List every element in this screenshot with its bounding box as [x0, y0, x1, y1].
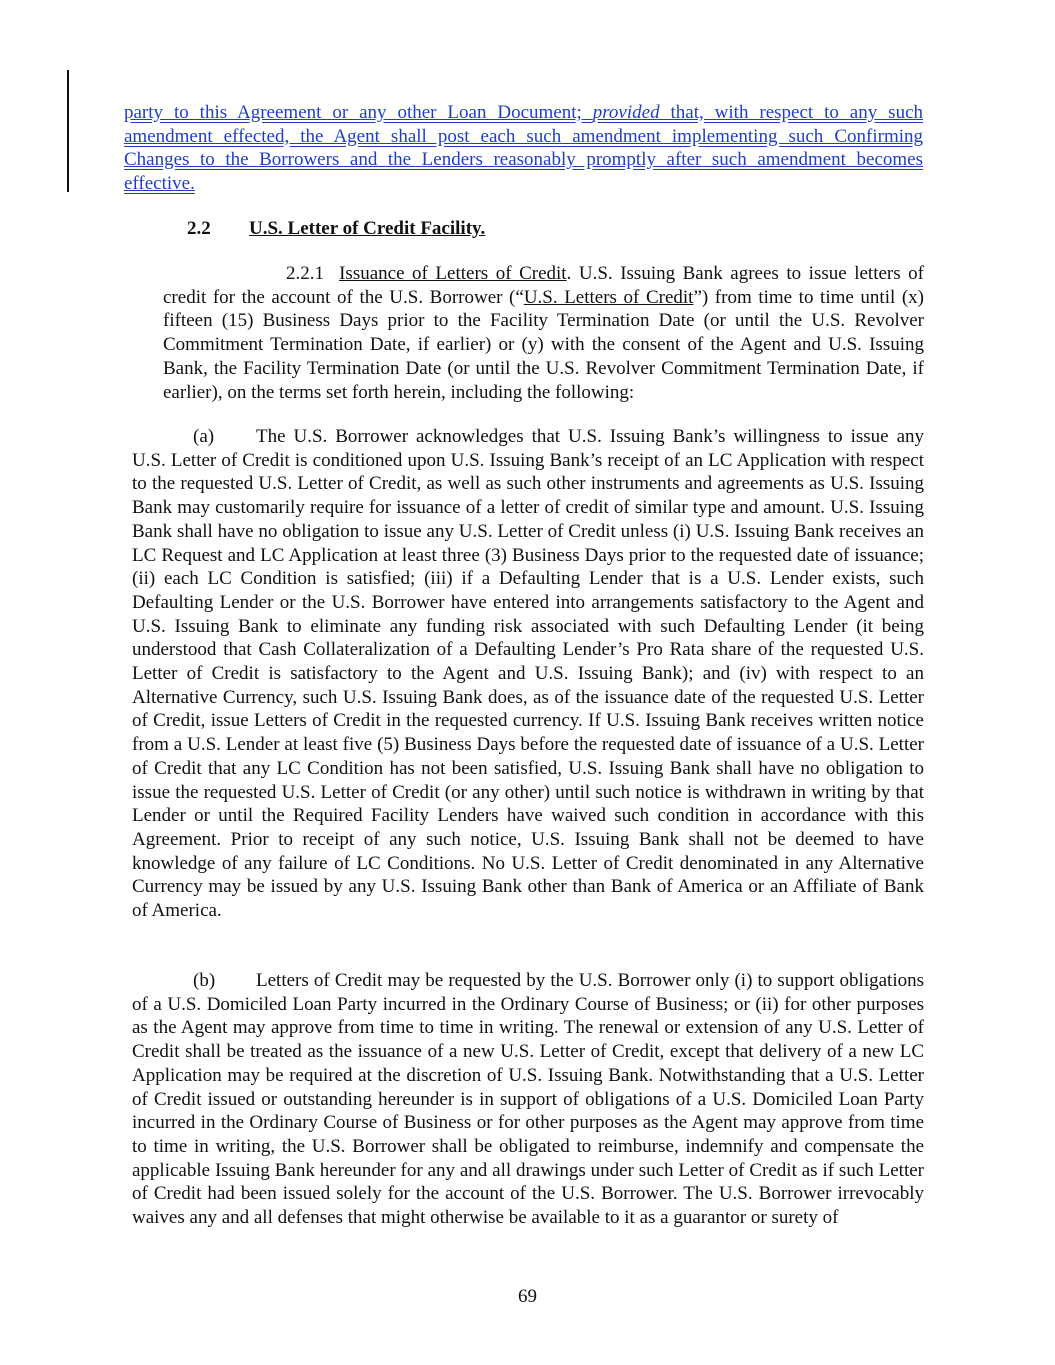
defined-term: U.S. Letters of Credit — [523, 286, 694, 308]
subsection-number: 2.2.1 — [286, 263, 324, 284]
paragraph-b-label: (b) — [193, 970, 216, 991]
paragraph-a-label: (a) — [193, 426, 215, 447]
paragraph-b — [132, 969, 924, 1230]
section-title: U.S. Letter of Credit Facility. — [249, 218, 486, 239]
page-number: 69 — [518, 1286, 537, 1307]
inserted-text-italic: provided — [592, 102, 660, 123]
inserted-text-part1: party to this Agreement or any other Loan Document; — [124, 102, 593, 123]
subsection-text-1: . U.S. Issuing Bank agrees to issue letters of credit for the account of the U.S. Borrower (“ — [163, 263, 925, 308]
section-number: 2.2 — [187, 218, 211, 239]
section-heading — [187, 217, 485, 241]
paragraph-a — [132, 425, 924, 923]
subsection-text-2: ”) from time to time until (x) fifteen (15) Business Days prior to the Facility Termination Date (or until the U.S. Revolver Commitment Termination Date, if earlier) or (y) with the consent of the Agent and U.S. Issuing Bank, the Facility Termination Date (or until the U.S. Revolver Commitment Termination Date, if earlier), on the terms set forth herein, including the following: — [163, 286, 924, 403]
inserted-revision-text — [124, 101, 923, 196]
subsection-title: Issuance of Letters of Credit — [339, 263, 567, 284]
paragraph-a-text: The U.S. Borrower acknowledges that U.S. Issuing Bank’s willingness to issue any U.S. Letter of Credit is conditioned upon U.S. Issuing Bank’s receipt of an LC Application with respect to the requested U.S. Letter of Credit, as well as such other instruments and agreements as U.S. Issuing Bank may customarily require for issuance of a letter of credit of similar type and amount. U.S. Issuing Bank shall have no obligation to issue any U.S. Letter of Credit unless (i) U.S. Issuing Bank receives an LC Request and LC Application at least three (3) Business Days prior to the requested date of issuance; (ii) each LC Condition is satisfied; (iii) if a Defaulting Lender that is a U.S. Lender exists, such Defaulting Lender or the U.S. Borrower have entered into arrangements satisfactory to the Agent and U.S. Issuing Bank to eliminate any funding risk associated with such Defaulting Lender (it being understood that Cash Collateralization of a Defaulting Lender’s Pro Rata share of the requested U.S. Letter of Credit is satisfactory to the Agent and U.S. Issuing Bank); and (iv) with respect to an Alternative Currency, such U.S. Issuing Bank does, as of the issuance date of the requested U.S. Letter of Credit, issue Letters of Credit in the requested currency. If U.S. Issuing Bank receives written notice from a U.S. Lender at least five (5) Business Days before the requested date of issuance of a U.S. Letter of Credit that any LC Condition has not been satisfied, U.S. Issuing Bank shall have no obligation to issue the requested U.S. Letter of Credit (or any other) until such notice is withdrawn in writing by that Lender or until the Required Facility Lenders have waived such condition in accordance with this Agreement. Prior to receipt of any such notice, U.S. Issuing Bank shall not be deemed to have knowledge of any failure of LC Conditions. No U.S. Letter of Credit denominated in any Alternative Currency may be issued by any U.S. Issuing Bank other than Bank of America or an Affiliate of Bank of America. — [132, 426, 924, 922]
paragraph-b-text: Letters of Credit may be requested by the U.S. Borrower only (i) to support obligations of a U.S. Domiciled Loan Party incurred in the Ordinary Course of Business; or (ii) for other purposes as the Agent may approve from time to time in writing. The renewal or extension of any U.S. Letter of Credit shall be treated as the issuance of a new U.S. Letter of Credit, except that delivery of a new LC Application may be required at the discretion of U.S. Issuing Bank. Notwithstanding that a U.S. Letter of Credit issued or outstanding hereunder is in support of obligations of a U.S. Domiciled Loan Party incurred in the Ordinary Course of Business or for other purposes as the Agent may approve from time to time in writing, the U.S. Borrower shall be obligated to reimburse, indemnify and compensate the applicable Issuing Bank hereunder for any and all drawings under such Letter of Credit as if such Letter of Credit had been issued solely for the account of the U.S. Borrower. The U.S. Borrower irrevocably waives any and all defenses that might otherwise be available to it as a guarantor or surety of — [132, 970, 924, 1229]
revision-change-bar — [67, 70, 69, 192]
subsection-2-2-1 — [163, 262, 924, 404]
inserted-text-part2: that, with respect to any such amendment effected, the Agent shall post each such amendment implementing such Confirming Changes to the Borrowers and the Lenders reasonably promptly after such amendment becomes effective. — [124, 102, 923, 195]
